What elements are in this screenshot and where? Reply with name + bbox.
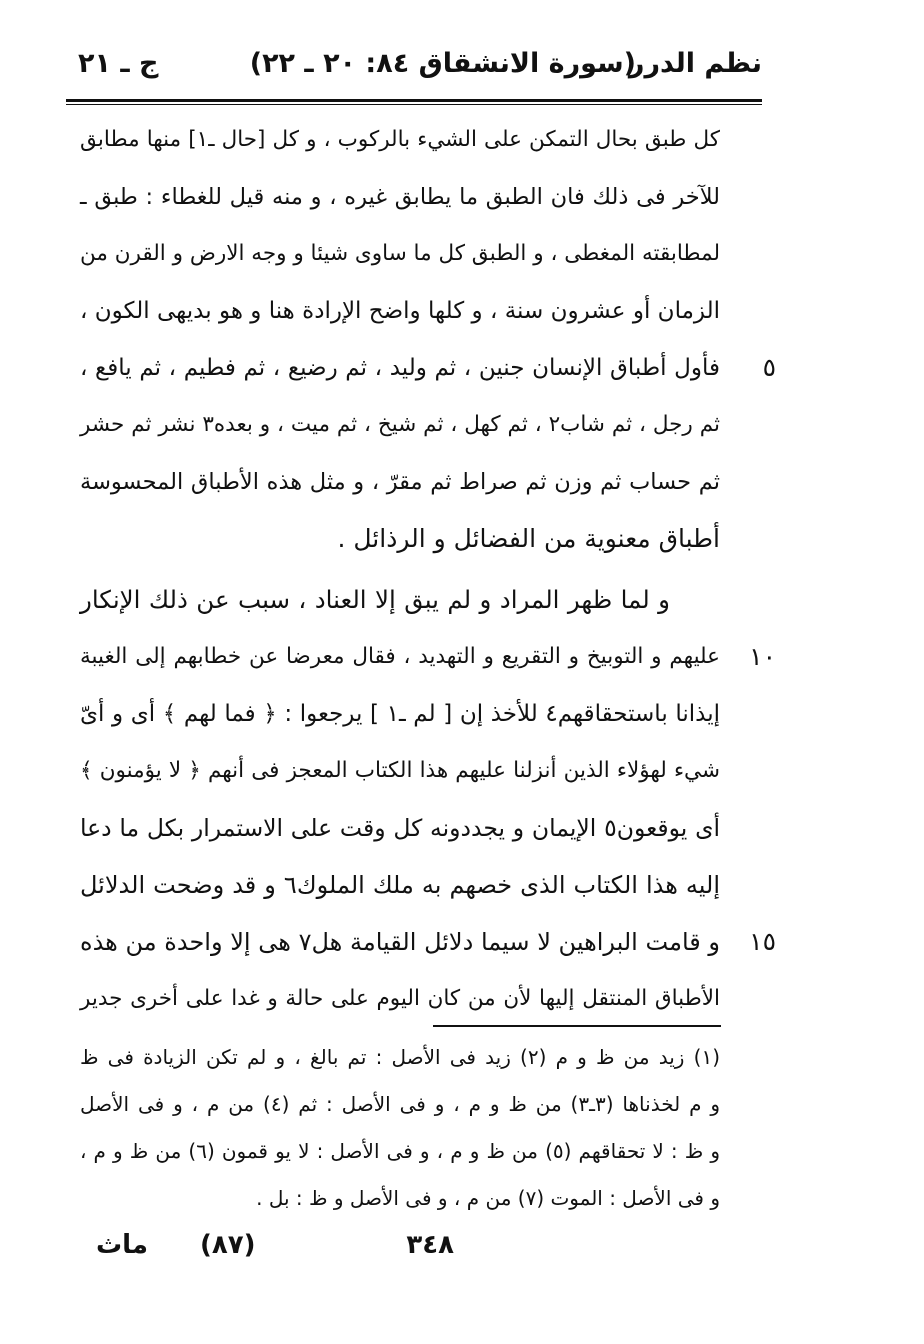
body-line: شيء لهؤلاء الذين أنزلنا عليهم هذا الكتاب المعجز فى أنهم ﴿ لا يؤمنون ﴾ [80,758,720,783]
footnote-rule [433,1025,721,1027]
body-line: أطباق معنوية من الفضائل و الرذائل . [337,524,720,553]
body-line: الزمان أو عشرون سنة ، و كلها واضح الإرادة هنا و هو بديهى الكون ، [80,298,720,324]
header-rule [66,99,762,102]
body-line: ثم حساب ثم وزن ثم صراط ثم مقرّ ، و مثل هذه الأطباق المحسوسة [80,469,720,495]
body-line: الأطباق المنتقل إليها لأن من كان اليوم على حالة و غدا على أخرى جدير [80,986,720,1011]
footnote-line: (١) زيد من ظ و م (٢) زيد فى الأصل : تم بالغ ، و لم تكن الزيادة فى ظ [80,1045,720,1069]
line-number: ٥ [762,353,776,382]
body-line: كل طبق بحال التمكن على الشيء بالركوب ، و كل [حال ـ١] منها مطابق [80,127,721,152]
body-line: و لما ظهر المراد و لم يبق إلا العناد ، سبب عن ذلك الإنكار [80,585,670,614]
body-line: عليهم و التوبيخ و التقريع و التهديد ، فقال معرضا عن خطابهم إلى الغيبة [80,644,720,669]
line-number: ١٠ [749,642,776,671]
volume-number: ج ـ ٢١ [78,48,159,79]
body-line: إليه هذا الكتاب الذى خصهم به ملك الملوك٦ و قد وضحت الدلائل [80,871,720,899]
line-number: ١٥ [749,927,776,956]
header-rule-thin [66,104,762,105]
footnote-line: و م لخذناها (٣ـ٣) من ظ و م ، و فى الأصل : ثم (٤) من م ، و فى الأصل [80,1092,721,1116]
sheet-number: (٨٧) [200,1230,256,1260]
body-line: أى يوقعون٥ الإيمان و يجددونه كل وقت على الاستمرار بكل ما دعا [80,814,720,842]
footnote-line: و ظ : لا تحقاقهم (٥) من ظ و م ، و فى الأصل : لا يو قمون (٦) من ظ و م ، [80,1139,720,1163]
footnote-line: و فى الأصل : الموت (٧) من م ، و فى الأصل و ظ : بل . [256,1186,720,1210]
page-number: ٣٤٨ [406,1230,454,1260]
body-line: ثم رجل ، ثم شاب٢ ، ثم كهل ، ثم شيخ ، ثم ميت ، و بعده٣ نشر ثم حشر [80,412,721,437]
body-line: فأول أطباق الإنسان جنين ، ثم وليد ، ثم رضيع ، ثم فطيم ، ثم يافع ، [80,355,720,381]
running-title: نظم الدرر [628,48,762,79]
surah-reference: (سورة الانشقاق ٨٤: ٢٠ ـ ٢٢) [249,48,636,79]
body-line: إيذانا باستحقاقهم٤ للأخذ إن [ لم ـ١ ] يرجعوا : ﴿ فما لهم ﴾ أى و أىّ [80,701,720,727]
body-line: لمطابقته المغطى ، و الطبق كل ما ساوى شيئا و وجه الارض و القرن من [80,241,720,266]
body-line: و قامت البراهين لا سيما دلائل القيامة هل٧ هى إلا واحدة من هذه [80,928,720,956]
signature-mark: ماث [96,1230,148,1260]
body-line: للآخر فى ذلك فان الطبق ما يطابق غيره ، و منه قيل للغطاء : طبق ـ [80,184,720,210]
